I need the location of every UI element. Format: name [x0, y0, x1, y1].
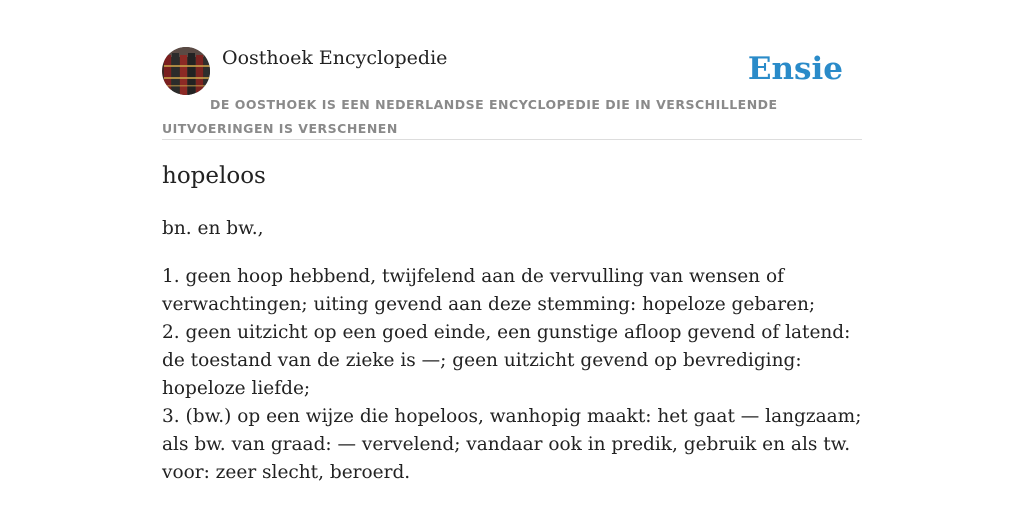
avatar[interactable] [162, 47, 210, 95]
book-spines-icon [162, 47, 210, 95]
source-tagline: DE OOSTHOEK IS EEN NEDERLANDSE ENCYCLOPEDIE DIE IN VERSCHILLENDE UITVOERINGEN IS VERSCHENEN [162, 97, 778, 136]
sense-3: 3. (bw.) op een wijze die hopeloos, wanhopig maakt: het gaat — langzaam; als bw. van graad: — vervelend; vandaar ook in predik, gebruik en als tw. voor: zeer slecht, beroerd. [162, 406, 862, 483]
sense-2: 2. geen uitzicht op een goed einde, een gunstige afloop gevend of latend: de toestand van de zieke is —; geen uitzicht gevend op bevrediging: hopeloze liefde; [162, 322, 851, 399]
sense-1: 1. geen hoop hebbend, twijfelend aan de vervulling van wensen of verwachtingen; uiting gevend aan deze stemming: hopeloze gebaren; [162, 266, 816, 315]
header-divider [162, 139, 862, 140]
part-of-speech: bn. en bw., [162, 218, 264, 239]
source-name[interactable]: Oosthoek Encyclopedie [222, 47, 448, 69]
brand-logo[interactable]: Ensie [747, 51, 843, 87]
definition [162, 263, 862, 487]
entry-term: hopeloos [162, 163, 266, 189]
